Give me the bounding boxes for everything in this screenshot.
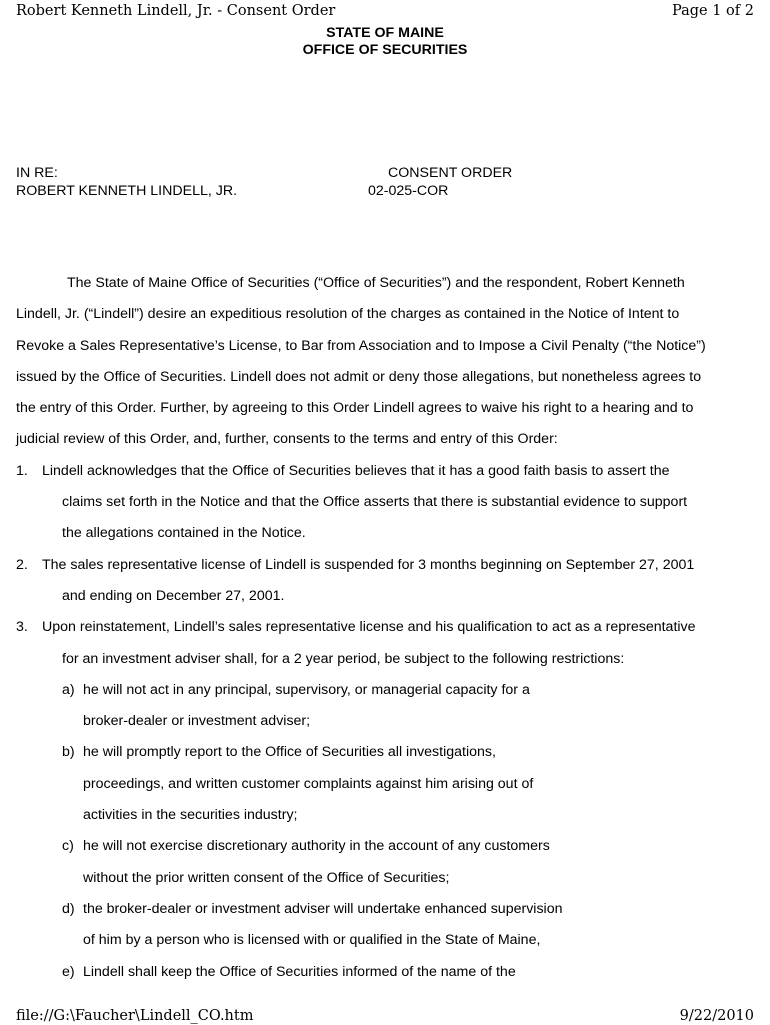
subitem-text: of him by a person who is licensed with or qualified in the State of Maine, <box>83 932 541 949</box>
caption-right <box>368 164 512 200</box>
subitem-letter: d) <box>62 900 75 917</box>
caption-in-re: IN RE: <box>16 165 58 181</box>
print-header-title: Robert Kenneth Lindell, Jr. - Consent Order <box>16 3 336 19</box>
item-text: claims set forth in the Notice and that the Office asserts that there is substantial evidence to support <box>62 494 688 511</box>
subitem-text: activities in the securities industry; <box>83 807 298 824</box>
item-text: and ending on December 27, 2001. <box>62 587 285 604</box>
item-text: Lindell acknowledges that the Office of Securities believes that it has a good faith basis to assert the <box>42 462 670 479</box>
subitem-text: proceedings, and written customer complaints against him arising out of <box>83 775 534 792</box>
intro-line: Revoke a Sales Representative’s License, to Bar from Association and to Impose a Civil Penalty (“the Notice”) <box>16 337 706 354</box>
subitem-letter: e) <box>62 963 75 980</box>
item-text: The sales representative license of Lindell is suspended for 3 months beginning on September 27, 2001 <box>42 556 695 573</box>
intro-line: the entry of this Order. Further, by agreeing to this Order Lindell agrees to waive his right to a hearing and to <box>16 400 694 417</box>
numbered-item <box>16 550 761 613</box>
item-number: 2. <box>16 556 28 573</box>
subitem-letter: a) <box>62 681 75 698</box>
caption-left <box>16 164 237 200</box>
item-number: 3. <box>16 619 28 636</box>
item-text: for an investment adviser shall, for a 2 year period, be subject to the following restrictions: <box>62 650 625 667</box>
caption-order-number: 02-025-COR <box>368 183 449 199</box>
intro-line: The State of Maine Office of Securities (“Office of Securities”) and the respondent, Robert Kenneth <box>67 275 685 291</box>
document-heading <box>0 25 770 59</box>
lettered-subitem <box>16 831 761 894</box>
subitem-text: he will not act in any principal, supervisory, or managerial capacity for a <box>83 681 530 698</box>
heading-state: STATE OF MAINE <box>326 25 444 41</box>
subitem-text: he will not exercise discretionary authority in the account of any customers <box>83 838 550 855</box>
intro-paragraph <box>16 268 761 456</box>
subitem-text: Lindell shall keep the Office of Securities informed of the name of the <box>83 963 516 980</box>
subitem-text: broker-dealer or investment adviser; <box>83 713 311 730</box>
print-header <box>16 2 754 20</box>
item-number: 1. <box>16 462 28 479</box>
intro-line: issued by the Office of Securities. Lindell does not admit or deny those allegations, but nonetheless agrees to <box>16 368 702 385</box>
intro-line: judicial review of this Order, and, further, consents to the terms and entry of this Order: <box>16 431 558 448</box>
caption-order-title: CONSENT ORDER <box>388 165 513 181</box>
lettered-subitem <box>16 675 761 738</box>
print-date: 9/22/2010 <box>679 1008 754 1024</box>
intro-line: Lindell, Jr. (“Lindell”) desire an expeditious resolution of the charges as contained in the Notice of Intent to <box>16 306 680 323</box>
subitem-text: he will promptly report to the Office of Securities all investigations, <box>83 744 496 761</box>
numbered-item <box>16 456 761 550</box>
subitem-text: without the prior written consent of the Office of Securities; <box>83 869 450 886</box>
subitem-letter: b) <box>62 744 75 761</box>
heading-office: OFFICE OF SECURITIES <box>302 42 468 58</box>
page-number: Page 1 of 2 <box>672 3 754 19</box>
numbered-item <box>16 612 761 675</box>
lettered-subitem <box>16 894 761 957</box>
lettered-subitem <box>16 737 761 831</box>
lettered-subitem <box>16 957 761 988</box>
subitem-text: the broker-dealer or investment adviser will undertake enhanced supervision <box>83 900 563 917</box>
order-body <box>16 268 761 988</box>
print-footer <box>16 1007 754 1025</box>
subitem-letter: c) <box>62 838 74 855</box>
file-path: file://G:\Faucher\Lindell_CO.htm <box>16 1008 254 1024</box>
caption-respondent: ROBERT KENNETH LINDELL, JR. <box>16 183 238 199</box>
item-text: the allegations contained in the Notice. <box>62 525 306 542</box>
item-text: Upon reinstatement, Lindell’s sales representative license and his qualification to act as a representative <box>42 619 696 636</box>
